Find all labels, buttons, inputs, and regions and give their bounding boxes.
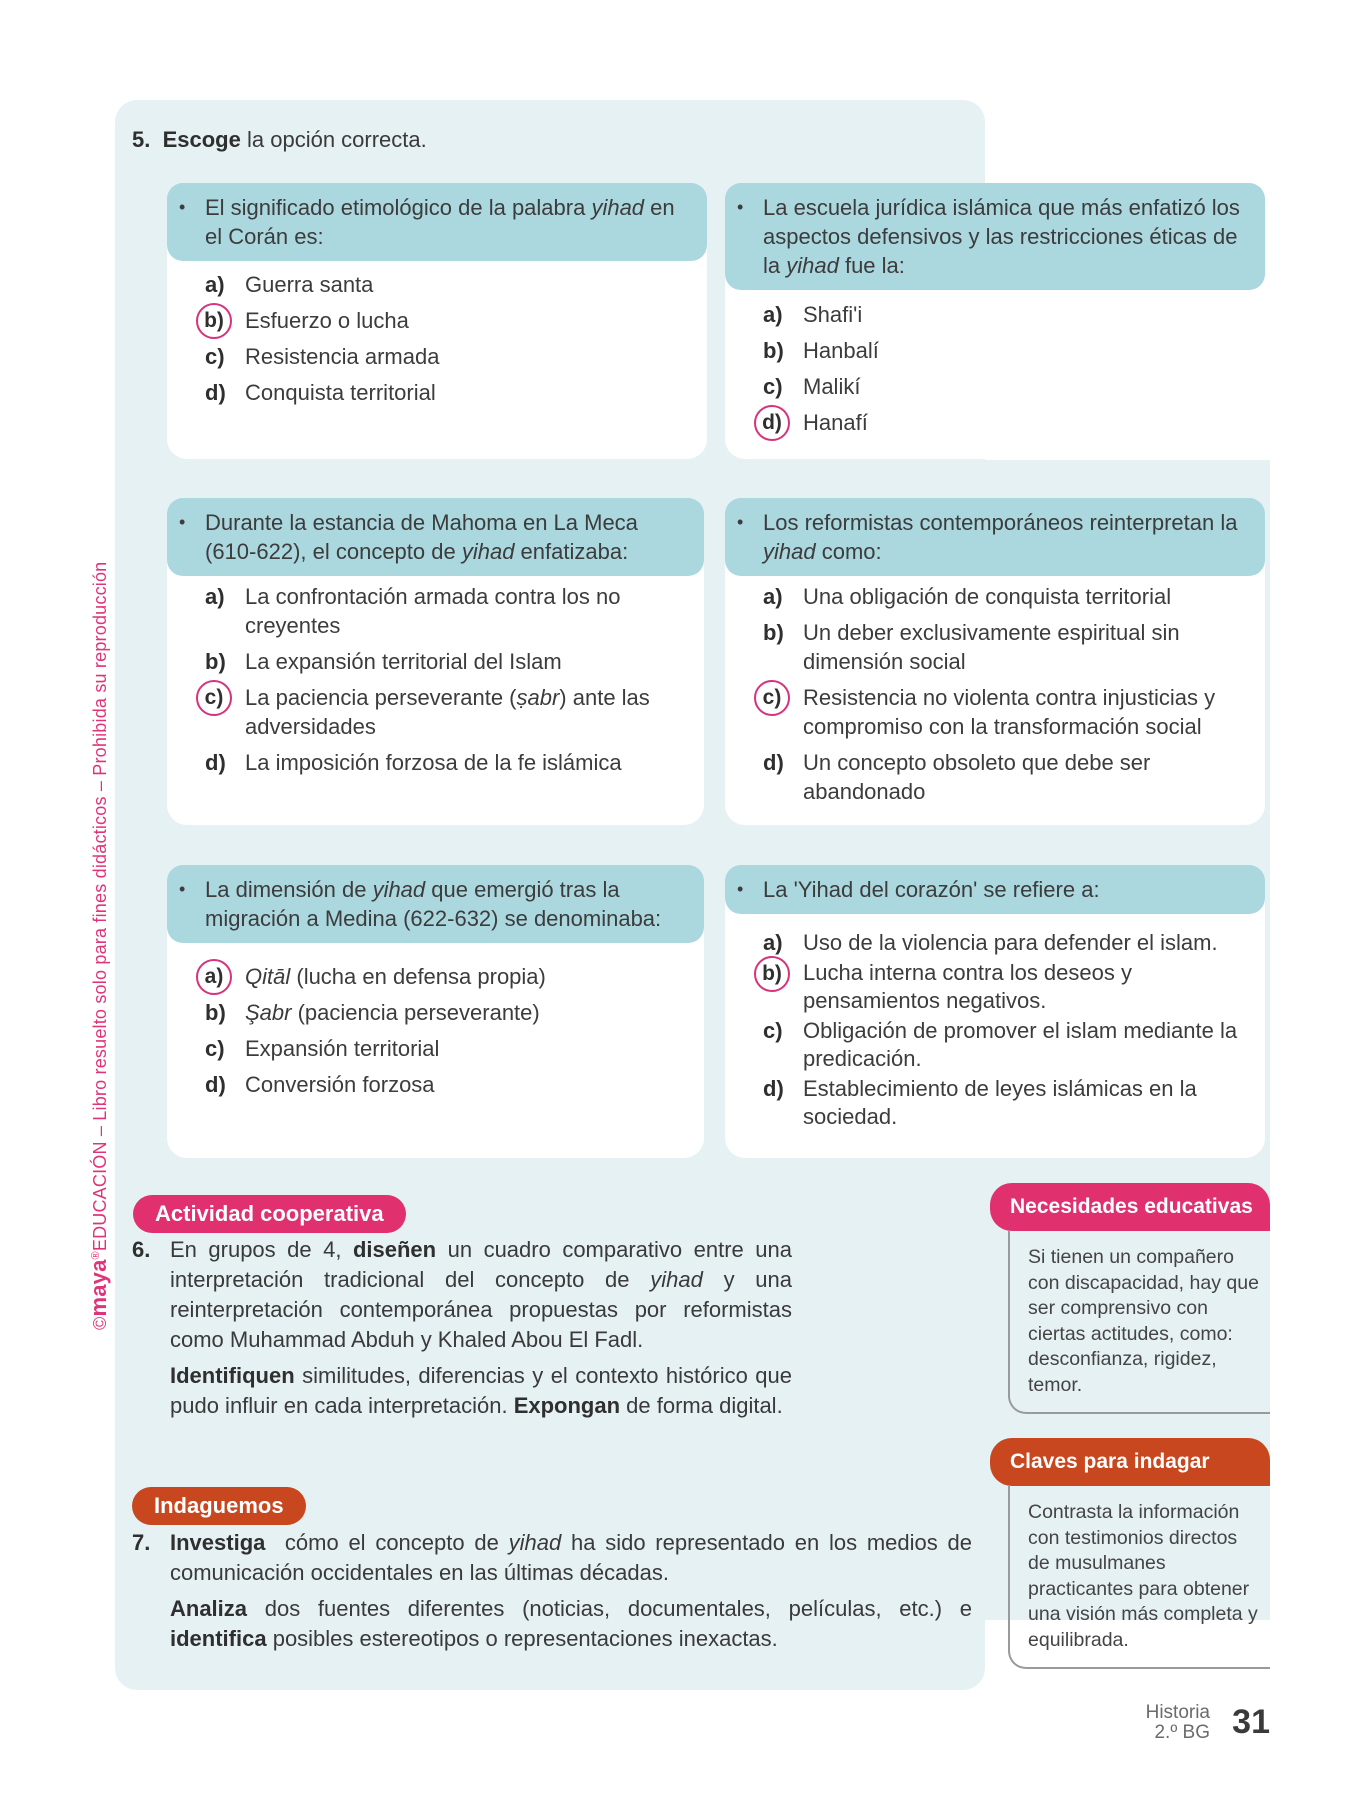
necesidades-educativas-box: [990, 1183, 1270, 1414]
option-b-selected[interactable]: b) Esfuerzo o lucha: [205, 306, 689, 335]
activity-7: 7. Investiga cómo el concepto de yihad ha sido representado en los medios de comunicación occidentales en las últimas décadas. Analiza dos fuentes diferentes (noticias, documentales, películas, etc.) e identifica posibles estereotipos o representaciones inexactas.: [132, 1530, 972, 1651]
option-c-selected[interactable]: c) Resistencia no violenta contra injusticias y compromiso con la transformación social: [763, 683, 1247, 741]
option-d[interactable]: d) Un concepto obsoleto que debe ser abandonado: [763, 750, 1151, 804]
indaguemos-badge: Indaguemos: [132, 1487, 306, 1525]
card-question: • La dimensión de yihad que emergió tras la migración a Medina (622-632) se denominaba:: [167, 865, 704, 943]
copyright-text: EDUCACIÓN – Libro resuelto solo para fines didácticos – Prohibida su reproducción: [90, 561, 110, 1252]
option-d[interactable]: d) Establecimiento de leyes islámicas en la sociedad.: [763, 1076, 1197, 1129]
page-number: 31: [1232, 1703, 1270, 1741]
option-a[interactable]: a) Una obligación de conquista territorial: [763, 584, 1172, 609]
claves-indagar-box: [990, 1438, 1270, 1669]
option-b[interactable]: b) Hanbalí: [763, 338, 879, 363]
cooperative-activity-badge: Actividad cooperativa: [133, 1195, 406, 1233]
option-b[interactable]: b) La expansión territorial del Islam: [205, 649, 562, 674]
activity-6: 6. En grupos de 4, diseñen un cuadro comparativo entre una interpretación tradicional del concepto de yihad y una reinterpretación contemporánea propuestas por reformistas como Muhammad Abduh y Khaled Abou El Fadl. Identifiquen similitudes, diferencias y el contexto histórico que pudo influir en cada interpretación. Expongan de forma digital.: [132, 1237, 792, 1418]
claves-indagar-title: Claves para indagar: [990, 1438, 1270, 1486]
option-a[interactable]: a) Guerra santa: [205, 272, 374, 297]
option-a-selected[interactable]: a) Qitāl (lucha en defensa propia): [205, 962, 686, 991]
question-5-title: 5. Escoge la opción correcta.: [132, 127, 427, 152]
question-card-reformistas: [725, 498, 1265, 825]
grade-label: 2.º BG: [1154, 1722, 1210, 1743]
question-card-yihad-corazon: [725, 865, 1265, 1158]
option-c-selected[interactable]: c) La paciencia perseverante (ṣabr) ante las adversidades: [205, 683, 686, 741]
option-c[interactable]: c) Malikí: [763, 374, 861, 399]
selected-answer-circle: c): [196, 680, 232, 716]
selected-answer-circle: d): [754, 405, 790, 441]
option-c[interactable]: c) Expansión territorial: [205, 1036, 440, 1061]
option-b[interactable]: b) Şabr (paciencia perseverante): [205, 1000, 540, 1025]
option-a[interactable]: a) Uso de la violencia para defender el islam.: [763, 930, 1218, 955]
question-card-escuela-juridica: [725, 183, 1265, 459]
claves-indagar-text: Contrasta la información con testimonios directos de musulmanes practicantes para obtener una visión más completa y equilibrada.: [1008, 1486, 1270, 1669]
necesidades-educativas-title: Necesidades educativas: [990, 1183, 1270, 1231]
question-card-etimologia: [167, 183, 707, 459]
card-question: • Los reformistas contemporáneos reinterpretan la yihad como:: [725, 498, 1265, 576]
option-d[interactable]: d) Conquista territorial: [205, 380, 436, 405]
option-d-selected[interactable]: d) Hanafí: [763, 408, 1247, 437]
brand-logo: maya: [86, 1259, 111, 1317]
question-card-medina: [167, 865, 704, 1158]
option-a[interactable]: a) Shafi'i: [763, 302, 863, 327]
card-question: • Durante la estancia de Mahoma en La Meca (610-622), el concepto de yihad enfatizaba:: [167, 498, 704, 576]
option-c[interactable]: c) Obligación de promover el islam mediante la predicación.: [763, 1018, 1238, 1071]
option-b[interactable]: b) Un deber exclusivamente espiritual sin dimensión social: [763, 620, 1180, 674]
card-question: • El significado etimológico de la palabra yihad en el Corán es:: [167, 183, 707, 261]
selected-answer-circle: b): [754, 956, 790, 992]
necesidades-educativas-text: Si tienen un compañero con discapacidad, hay que ser comprensivo con ciertas actitudes, como: desconfianza, rigidez, temor.: [1008, 1231, 1270, 1414]
selected-answer-circle: a): [196, 959, 232, 995]
card-question: • La 'Yihad del corazón' se refiere a:: [725, 865, 1265, 914]
option-c[interactable]: c) Resistencia armada: [205, 344, 440, 369]
question-card-la-meca: [167, 498, 704, 825]
card-question: • La escuela jurídica islámica que más enfatizó los aspectos defensivos y las restricciones éticas de la yihad fue la:: [725, 183, 1265, 290]
option-a[interactable]: a) La confrontación armada contra los no creyentes: [205, 584, 621, 638]
selected-answer-circle: b): [196, 303, 232, 339]
option-b-selected[interactable]: b) Lucha interna contra los deseos y pensamientos negativos.: [763, 959, 1247, 1015]
option-d[interactable]: d) La imposición forzosa de la fe islámica: [205, 750, 622, 775]
option-d[interactable]: d) Conversión forzosa: [205, 1072, 435, 1097]
copyright-sidebar: ©maya®EDUCACIÓN – Libro resuelto solo para fines didácticos – Prohibida su reproducción: [86, 561, 111, 1330]
selected-answer-circle: c): [754, 680, 790, 716]
page-footer: [1145, 1702, 1270, 1743]
subject-label: Historia: [1145, 1702, 1210, 1723]
